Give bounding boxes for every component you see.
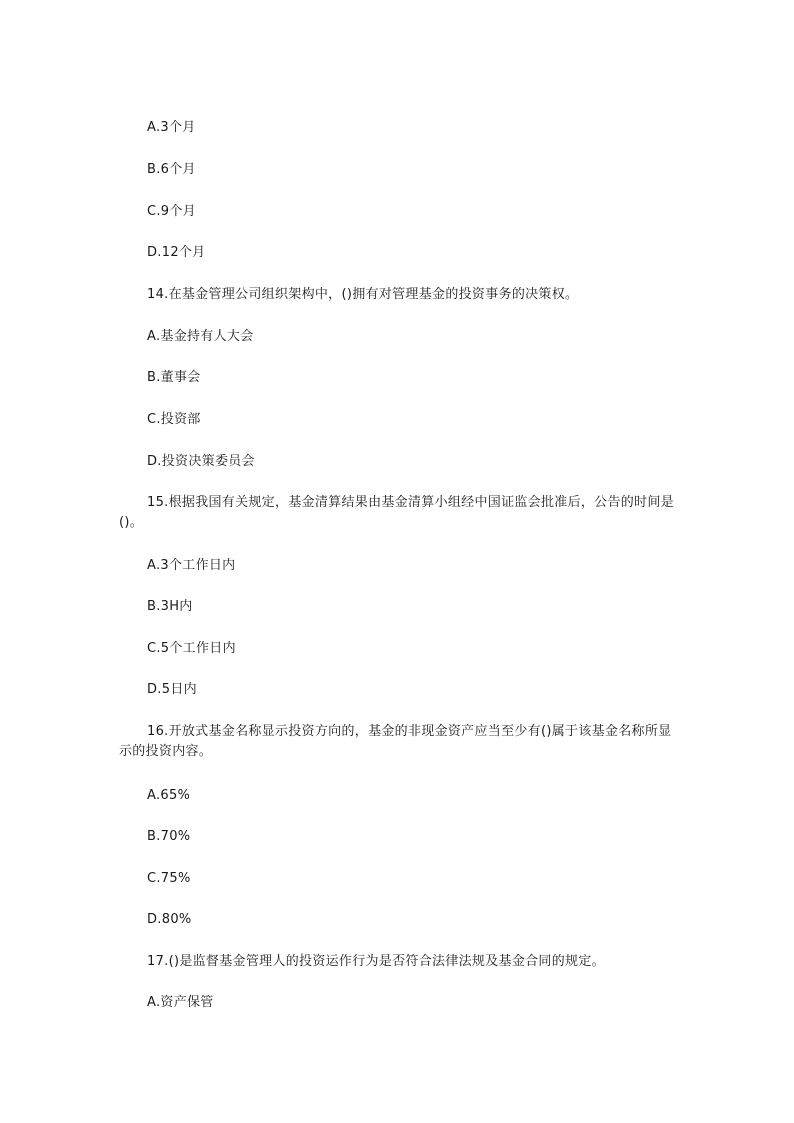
option-13-b: B.6个月 — [147, 162, 196, 177]
option-14-c: C.投资部 — [147, 412, 201, 427]
option-16-a: A.65% — [147, 788, 191, 803]
question-16: 16.开放式基金名称显示投资方向的，基金的非现金资产应当至少有()属于该基金名称所显示的投资内容。 — [119, 724, 672, 759]
option-17-a: A.资产保管 — [147, 995, 214, 1010]
option-13-c: C.9个月 — [147, 204, 196, 219]
option-16-d: D.80% — [147, 912, 192, 927]
option-14-a: A.基金持有人大会 — [147, 329, 254, 344]
option-15-a: A.3个工作日内 — [147, 558, 236, 573]
question-15: 15.根据我国有关规定，基金清算结果由基金清算小组经中国证监会批准后，公告的时间是()。 — [119, 495, 674, 530]
option-16-b: B.70% — [147, 829, 191, 844]
question-17: 17.()是监督基金管理人的投资运作行为是否符合法律法规及基金合同的规定。 — [147, 954, 605, 969]
option-14-b: B.董事会 — [147, 370, 201, 385]
option-15-d: D.5日内 — [147, 682, 197, 697]
option-15-c: C.5个工作日内 — [147, 641, 236, 656]
option-13-a: A.3个月 — [147, 120, 196, 135]
option-14-d: D.投资决策委员会 — [147, 454, 255, 469]
option-13-d: D.12个月 — [147, 245, 206, 260]
question-14: 14.在基金管理公司组织架构中，()拥有对管理基金的投资事务的决策权。 — [147, 287, 579, 302]
option-16-c: C.75% — [147, 871, 191, 886]
option-15-b: B.3H内 — [147, 599, 193, 614]
